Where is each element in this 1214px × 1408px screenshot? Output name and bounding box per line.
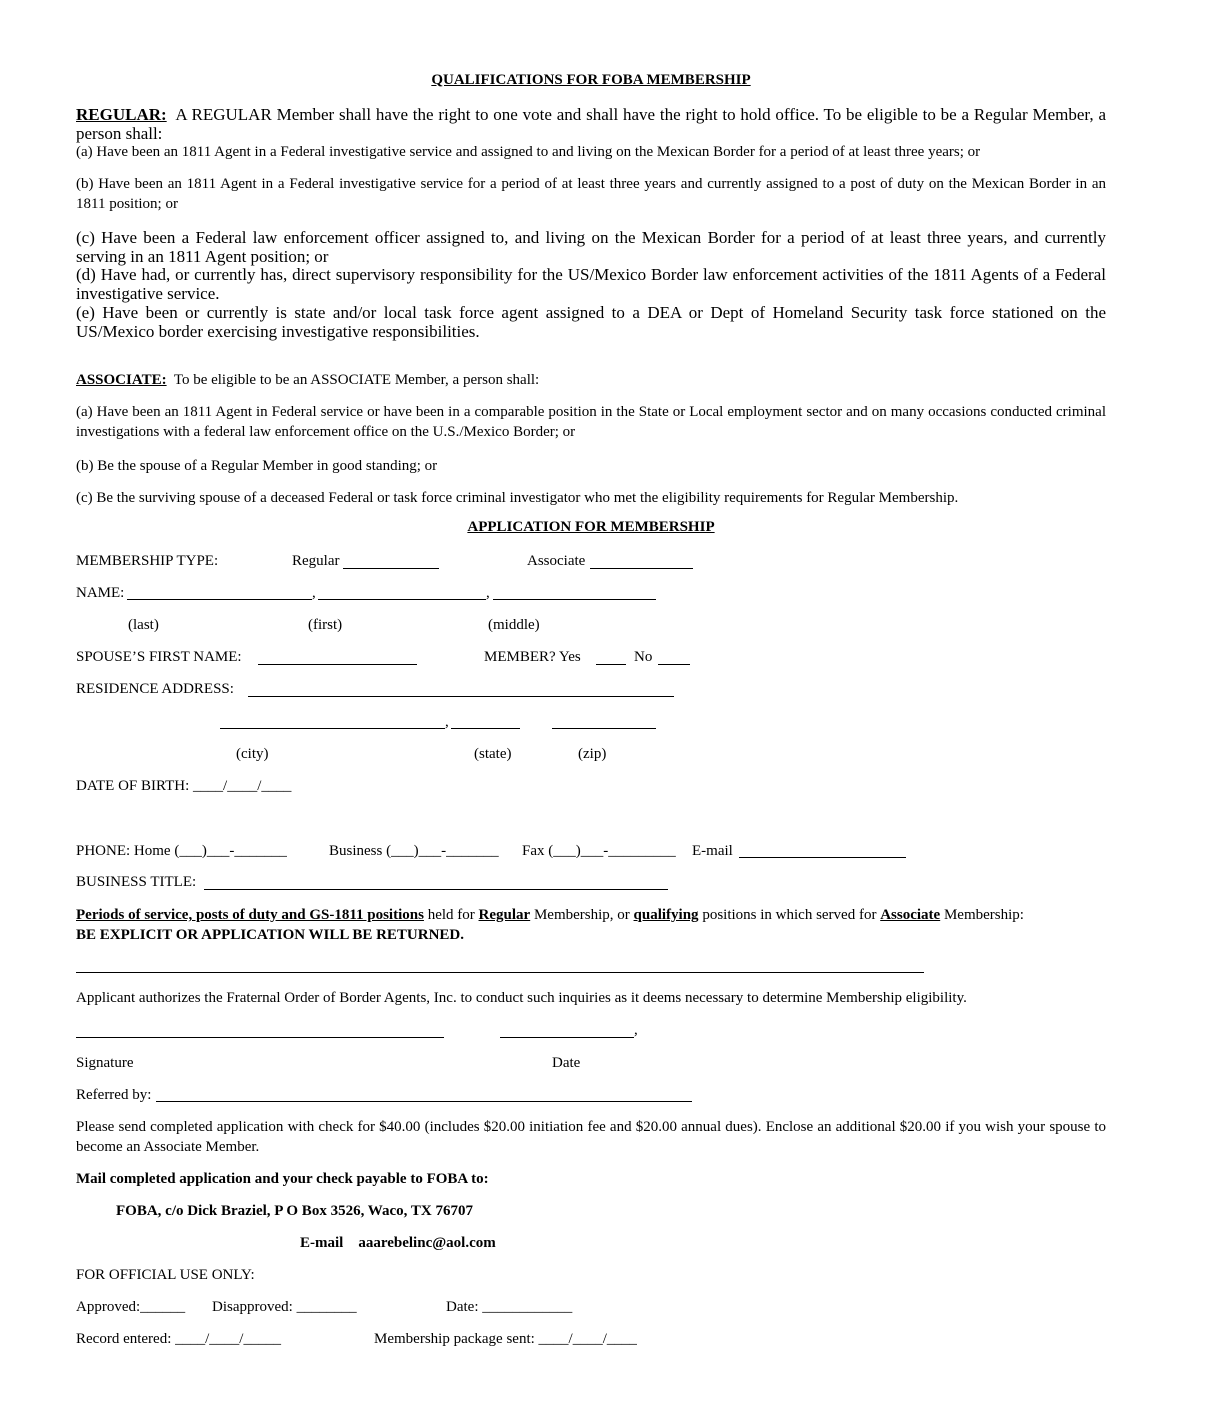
periods-part7: Associate <box>880 907 941 923</box>
name-middle-caption: (middle) <box>488 617 540 633</box>
regular-intro <box>76 105 1106 143</box>
residence-label: RESIDENCE ADDRESS: <box>76 681 234 697</box>
date-comma: , <box>634 1022 638 1038</box>
name-first-blank[interactable] <box>318 599 486 600</box>
application-title: APPLICATION FOR MEMBERSHIP <box>467 519 715 535</box>
date-label: Date <box>552 1055 581 1071</box>
name-comma-2: , <box>486 585 490 601</box>
membership-regular-option: Regular <box>292 553 340 569</box>
date-blank[interactable] <box>500 1037 634 1038</box>
membership-regular-blank[interactable] <box>343 568 439 569</box>
city-caption: (city) <box>236 746 269 762</box>
official-date[interactable]: Date: ____________ <box>446 1299 573 1315</box>
regular-label: REGULAR: <box>76 105 167 124</box>
name-comma-1: , <box>312 585 316 601</box>
referred-blank[interactable] <box>156 1101 692 1102</box>
signature-blank[interactable] <box>76 1037 444 1038</box>
regular-item-a: (a) Have been an 1811 Agent in a Federal investigative service and assigned to and living on the Mexican Border for a period of at least three years; or <box>76 144 981 160</box>
periods-part1: Periods of service, posts of duty and GS-1811 positions <box>76 907 424 923</box>
signature-label: Signature <box>76 1055 134 1071</box>
mail-address: FOBA, c/o Dick Braziel, P O Box 3526, Waco, TX 76707 <box>116 1203 473 1219</box>
periods-part2: held for <box>423 907 479 923</box>
membership-type-label: MEMBERSHIP TYPE: <box>76 553 219 569</box>
member-no-label: No <box>634 649 653 665</box>
regular-intro-text: A REGULAR Member shall have the right to one vote and shall have the right to hold office. To be eligible to be a Regular Member, a person shall: <box>76 105 1107 143</box>
phone-business[interactable]: Business (___)___-_______ <box>329 843 499 859</box>
dob-label <box>76 776 291 796</box>
state-blank[interactable] <box>451 728 520 729</box>
regular-item-c: (c) Have been a Federal law enforcement officer assigned to, and living on the Mexican Border for a period of at least three years, and currently serving in an 1811 Agent position; or <box>76 228 1106 266</box>
periods-warning: BE EXPLICIT OR APPLICATION WILL BE RETURNED. <box>76 927 465 943</box>
periods-blank[interactable] <box>76 972 924 973</box>
state-caption: (state) <box>474 746 512 762</box>
zip-blank[interactable] <box>552 728 656 729</box>
official-record-entered[interactable]: Record entered: ____/____/_____ <box>76 1331 281 1347</box>
name-middle-blank[interactable] <box>493 599 656 600</box>
periods-part5: qualifying <box>633 907 699 923</box>
name-first-caption: (first) <box>308 617 343 633</box>
regular-item-d: (d) Have had, or currently has, direct supervisory responsibility for the US/Mexico Border law enforcement activities of the 1811 Agents of a Federal investigative service. <box>76 265 1106 303</box>
name-last-caption: (last) <box>128 617 159 633</box>
periods-part6: positions in which served for <box>698 907 881 923</box>
referred-label: Referred by: <box>76 1087 152 1103</box>
regular-item-b: (b) Have been an 1811 Agent in a Federal investigative service for a period of at least three years and currently assigned to a post of duty on the Mexican Border in an 1811 position; or <box>76 176 1106 212</box>
periods-part8: Membership: <box>940 907 1024 923</box>
member-yes-label: MEMBER? Yes <box>484 649 581 665</box>
name-label: NAME: <box>76 585 125 601</box>
residence-blank[interactable] <box>248 696 674 697</box>
dob-blank[interactable]: ____/____/____ <box>193 778 292 794</box>
associate-item-c: (c) Be the surviving spouse of a deceased Federal or task force criminal investigator who met the eligibility requirements for Regular Membership. <box>76 490 959 506</box>
mail-text: Mail completed application and your check payable to FOBA to: <box>76 1171 489 1187</box>
email-label: E-mail <box>692 843 733 859</box>
member-no-blank[interactable] <box>658 664 690 665</box>
email-contact-label: E-mail <box>300 1235 344 1251</box>
business-title-label: BUSINESS TITLE: <box>76 874 197 890</box>
official-approved[interactable]: Approved:______ <box>76 1299 186 1315</box>
official-title: FOR OFFICIAL USE ONLY: <box>76 1267 255 1283</box>
official-package-sent[interactable]: Membership package sent: ____/____/____ <box>374 1331 637 1347</box>
membership-associate-blank[interactable] <box>590 568 693 569</box>
membership-associate-option: Associate <box>527 553 586 569</box>
qualifications-title: QUALIFICATIONS FOR FOBA MEMBERSHIP <box>431 72 751 88</box>
authorization-text: Applicant authorizes the Fraternal Order of Border Agents, Inc. to conduct such inquiries as it deems necessary to determine Membership eligibility. <box>76 990 967 1006</box>
associate-item-a: (a) Have been an 1811 Agent in Federal service or have been in a comparable position in the State or Local employment sector and on many occasions conducted criminal investigations with a federal law enforcement office on the U.S./Mexico Border; or <box>76 404 1106 440</box>
spouse-blank[interactable] <box>258 664 417 665</box>
periods-part3: Regular <box>478 907 531 923</box>
business-title-blank[interactable] <box>204 889 668 890</box>
member-yes-blank[interactable] <box>596 664 626 665</box>
periods-text <box>76 905 1106 925</box>
spouse-label: SPOUSE’S FIRST NAME: <box>76 649 242 665</box>
periods-part4: Membership, or <box>530 907 634 923</box>
email-contact-value[interactable]: aaarebelinc@aol.com <box>358 1235 496 1251</box>
phone-home[interactable]: PHONE: Home (___)___-_______ <box>76 843 287 859</box>
city-comma: , <box>445 714 449 730</box>
phone-fax[interactable]: Fax (___)___-_________ <box>522 843 676 859</box>
send-text: Please send completed application with check for $40.00 (includes $20.00 initiation fee and $20.00 annual dues). Enclose an additional $20.00 if you wish your spouse to become an Associate Member. <box>76 1119 1106 1155</box>
email-contact <box>300 1233 496 1253</box>
regular-item-e: (e) Have been or currently is state and/or local task force agent assigned to a DEA or Dept of Homeland Security task force stationed on the US/Mexico border exercising investigative responsibilities. <box>76 303 1106 341</box>
official-disapproved[interactable]: Disapproved: ________ <box>212 1299 357 1315</box>
associate-label: ASSOCIATE: <box>76 372 167 388</box>
associate-item-b: (b) Be the spouse of a Regular Member in good standing; or <box>76 458 438 474</box>
dob-label-text: DATE OF BIRTH: <box>76 778 190 794</box>
associate-intro-text: To be eligible to be an ASSOCIATE Member, a person shall: <box>173 372 540 388</box>
associate-intro <box>76 370 1106 390</box>
zip-caption: (zip) <box>578 746 607 762</box>
email-blank[interactable] <box>739 857 906 858</box>
city-blank[interactable] <box>220 728 445 729</box>
name-last-blank[interactable] <box>127 599 312 600</box>
